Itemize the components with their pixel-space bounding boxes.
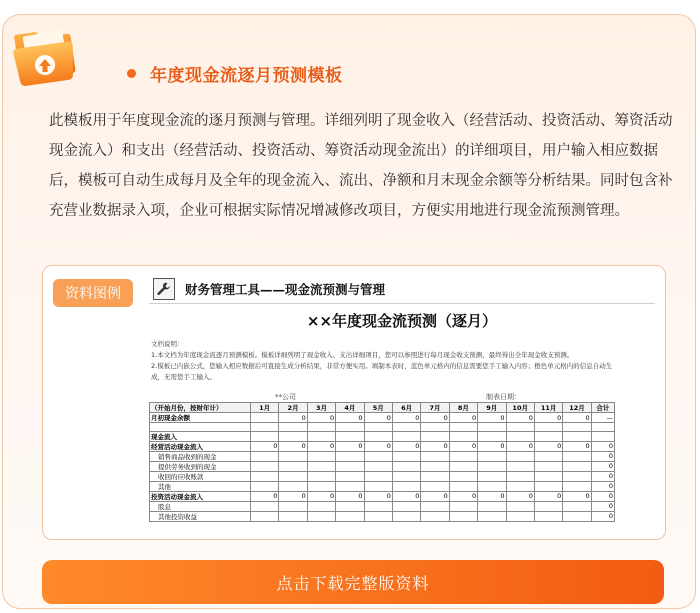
row-label <box>150 423 251 432</box>
table-cell <box>534 461 562 471</box>
table-cell <box>250 481 278 491</box>
table-cell <box>336 461 364 471</box>
table-cell <box>279 471 307 481</box>
table-cell <box>506 511 534 521</box>
table-cell <box>364 423 392 432</box>
table-cell <box>250 451 278 461</box>
table-cell: 0 <box>591 471 614 481</box>
table-cell <box>478 501 506 511</box>
table-row <box>150 441 615 451</box>
table-cell <box>449 423 477 432</box>
table-cell <box>279 511 307 521</box>
table-cell <box>364 451 392 461</box>
row-label: 股息 <box>150 501 251 511</box>
table-cell <box>307 423 335 432</box>
table-cell: 0 <box>364 441 392 451</box>
column-header-month: 7月 <box>421 403 449 413</box>
table-cell <box>250 413 278 423</box>
table-cell <box>563 511 591 521</box>
table-cell <box>449 461 477 471</box>
table-cell <box>307 511 335 521</box>
table-cell: 0 <box>421 491 449 501</box>
table-cell <box>307 461 335 471</box>
table-cell <box>392 461 420 471</box>
table-cell <box>364 511 392 521</box>
table-cell <box>563 501 591 511</box>
table-cell: 0 <box>336 491 364 501</box>
column-header-month: 合计 <box>591 403 614 413</box>
page-title: 年度现金流逐月预测模板 <box>150 65 343 86</box>
table-row <box>150 471 615 481</box>
table-cell: 0 <box>279 491 307 501</box>
table-cell: 0 <box>392 441 420 451</box>
wrench-icon <box>153 278 175 300</box>
table-cell: 0 <box>336 441 364 451</box>
preview-tag: 资料图例 <box>53 279 133 307</box>
column-header-month: 8月 <box>449 403 477 413</box>
cashflow-table <box>149 402 615 522</box>
table-cell <box>279 431 307 441</box>
table-cell: 0 <box>478 491 506 501</box>
table-cell: 0 <box>591 481 614 491</box>
table-cell <box>563 481 591 491</box>
table-cell <box>478 461 506 471</box>
table-cell <box>336 423 364 432</box>
row-label: 收回的应收账款 <box>150 471 251 481</box>
sheet-meta <box>149 392 655 402</box>
table-cell: 0 <box>307 491 335 501</box>
table-cell: 0 <box>307 413 335 423</box>
row-label: 其他投资收益 <box>150 511 251 521</box>
sheet-title: ××年度现金流预测（逐月） <box>306 312 498 330</box>
table-cell: 0 <box>478 413 506 423</box>
table-cell <box>336 481 364 491</box>
table-cell: 0 <box>591 491 614 501</box>
table-cell <box>421 431 449 441</box>
table-cell <box>421 423 449 432</box>
table-cell <box>478 451 506 461</box>
template-card <box>2 14 696 609</box>
table-cell <box>392 451 420 461</box>
table-cell <box>421 481 449 491</box>
table-cell: 0 <box>506 413 534 423</box>
table-cell <box>449 451 477 461</box>
table-cell <box>421 451 449 461</box>
table-cell: 0 <box>534 491 562 501</box>
table-cell: 0 <box>506 441 534 451</box>
table-cell <box>307 501 335 511</box>
table-cell <box>534 501 562 511</box>
table-cell <box>336 471 364 481</box>
column-header-month: 10月 <box>506 403 534 413</box>
table-cell: 0 <box>279 413 307 423</box>
table-row <box>150 451 615 461</box>
table-row <box>150 501 615 511</box>
table-cell <box>449 431 477 441</box>
table-cell: 0 <box>478 441 506 451</box>
table-cell <box>250 471 278 481</box>
table-cell <box>449 481 477 491</box>
table-cell <box>421 501 449 511</box>
note-1: 1.本文档为年度现金流逐月预测模板。模板详细列明了现金收入、支出详细项目，您可以参照进行每月现金收支预测，最终得出全年现金收支预测。 <box>151 351 574 359</box>
table-cell <box>534 471 562 481</box>
table-cell: 0 <box>421 441 449 451</box>
column-header-month: 12月 <box>563 403 591 413</box>
column-header-month: 11月 <box>534 403 562 413</box>
table-row <box>150 461 615 471</box>
column-header-month: 2月 <box>279 403 307 413</box>
column-header-month: 1月 <box>250 403 278 413</box>
column-header-month: 3月 <box>307 403 335 413</box>
table-cell <box>534 423 562 432</box>
row-label: 月初现金余额 <box>150 413 251 423</box>
table-cell: 0 <box>534 441 562 451</box>
table-cell <box>279 461 307 471</box>
table-cell <box>534 451 562 461</box>
table-cell: 0 <box>307 441 335 451</box>
table-cell: 0 <box>392 413 420 423</box>
column-header-item: （开始月份，按财年计） <box>150 403 251 413</box>
table-cell <box>250 461 278 471</box>
preview-panel <box>42 265 666 540</box>
column-header-month: 6月 <box>392 403 420 413</box>
table-cell <box>364 501 392 511</box>
table-cell <box>478 423 506 432</box>
table-cell <box>250 423 278 432</box>
table-cell <box>506 471 534 481</box>
date-label: 制表日期： <box>486 393 521 401</box>
column-header-month: 5月 <box>364 403 392 413</box>
table-cell: 0 <box>449 441 477 451</box>
table-cell <box>336 431 364 441</box>
table-row <box>150 511 615 521</box>
table-cell <box>364 431 392 441</box>
table-cell <box>563 431 591 441</box>
table-cell <box>563 451 591 461</box>
table-header-row <box>150 403 615 413</box>
column-header-month: 4月 <box>336 403 364 413</box>
table-cell <box>478 481 506 491</box>
company-name: **公司 <box>275 393 296 401</box>
table-cell <box>392 511 420 521</box>
table-cell <box>534 511 562 521</box>
table-cell <box>421 471 449 481</box>
table-cell: 0 <box>364 413 392 423</box>
table-cell <box>364 481 392 491</box>
table-cell <box>506 501 534 511</box>
table-cell: 0 <box>591 451 614 461</box>
download-button[interactable]: 点击下载完整版资料 <box>42 560 664 604</box>
table-cell: 0 <box>534 413 562 423</box>
table-cell: 0 <box>392 491 420 501</box>
table-cell: 0 <box>279 441 307 451</box>
table-cell <box>279 451 307 461</box>
table-cell: 0 <box>449 413 477 423</box>
table-cell <box>563 461 591 471</box>
row-label: 经营活动现金流入 <box>150 441 251 451</box>
table-cell <box>506 431 534 441</box>
table-cell <box>392 423 420 432</box>
table-cell <box>307 481 335 491</box>
sheet-header <box>149 274 655 304</box>
table-cell <box>563 423 591 432</box>
table-cell <box>506 461 534 471</box>
table-cell <box>591 423 614 432</box>
table-cell: 0 <box>591 511 614 521</box>
table-cell <box>307 471 335 481</box>
table-cell: 0 <box>336 413 364 423</box>
notes-title: 文档说明： <box>151 340 184 348</box>
table-cell: 0 <box>591 461 614 471</box>
table-cell <box>478 431 506 441</box>
folder-upload-icon <box>9 19 81 91</box>
row-label: 销售商品收到的现金 <box>150 451 251 461</box>
table-cell <box>506 481 534 491</box>
title-row <box>127 61 343 85</box>
table-cell <box>392 481 420 491</box>
spreadsheet-preview <box>149 274 655 536</box>
table-cell: — <box>591 413 614 423</box>
table-cell <box>307 431 335 441</box>
sheet-notes <box>151 339 619 383</box>
table-cell <box>307 451 335 461</box>
table-cell: 0 <box>506 491 534 501</box>
row-label: 其他 <box>150 481 251 491</box>
table-cell <box>449 511 477 521</box>
table-cell: 0 <box>591 441 614 451</box>
table-cell <box>392 501 420 511</box>
table-cell: 0 <box>250 491 278 501</box>
table-cell <box>591 431 614 441</box>
table-cell: 0 <box>563 441 591 451</box>
table-cell <box>421 511 449 521</box>
table-cell: 0 <box>449 491 477 501</box>
table-cell: 0 <box>364 491 392 501</box>
table-cell <box>250 431 278 441</box>
table-cell <box>279 481 307 491</box>
table-cell <box>421 461 449 471</box>
table-cell <box>336 511 364 521</box>
tool-title: 财务管理工具——现金流预测与管理 <box>185 281 386 297</box>
table-cell <box>478 471 506 481</box>
table-cell: 0 <box>563 413 591 423</box>
table-cell <box>506 451 534 461</box>
table-cell: 0 <box>250 441 278 451</box>
table-cell <box>449 501 477 511</box>
bullet-dot <box>127 69 136 78</box>
row-label: 提供劳务收到的现金 <box>150 461 251 471</box>
row-label: 现金流入 <box>150 431 251 441</box>
table-row <box>150 491 615 501</box>
template-description: 此模板用于年度现金流的逐月预测与管理。详细列明了现金收入（经营活动、投资活动、筹资活动现金流入）和支出（经营活动、投资活动、筹资活动现金流出）的详细项目，用户输入相应数据后，模板可自动生成每月及全年的现金流入、流出、净额和月末现金余额等分析结果。同时包含补充营业数据录入项，企业可根据实际情况增减修改项目，方便实用地进行现金流预测管理。 <box>49 113 673 219</box>
table-cell <box>279 501 307 511</box>
column-header-month: 9月 <box>478 403 506 413</box>
table-cell <box>336 451 364 461</box>
table-row <box>150 431 615 441</box>
table-cell <box>534 431 562 441</box>
table-cell: 0 <box>563 491 591 501</box>
table-cell <box>250 501 278 511</box>
table-cell <box>250 511 278 521</box>
table-cell: 0 <box>591 501 614 511</box>
table-cell <box>506 423 534 432</box>
table-cell <box>392 431 420 441</box>
table-cell: 0 <box>421 413 449 423</box>
table-cell <box>563 471 591 481</box>
table-cell <box>478 511 506 521</box>
table-row <box>150 481 615 491</box>
table-cell <box>364 461 392 471</box>
table-cell <box>534 481 562 491</box>
table-row <box>150 423 615 432</box>
table-cell <box>392 471 420 481</box>
table-cell <box>336 501 364 511</box>
table-cell <box>279 423 307 432</box>
table-cell <box>449 471 477 481</box>
table-row <box>150 413 615 423</box>
table-cell <box>364 471 392 481</box>
note-2: 2.模板已内嵌公式，您输入相应数据后可直接生成分析结果，非常方便实用。填制本表时，蓝色单元格内的信息需要您手工输入内容；橙色单元格内的信息自动生成，无需您手工输入。 <box>151 362 613 381</box>
row-label: 投资活动现金流入 <box>150 491 251 501</box>
